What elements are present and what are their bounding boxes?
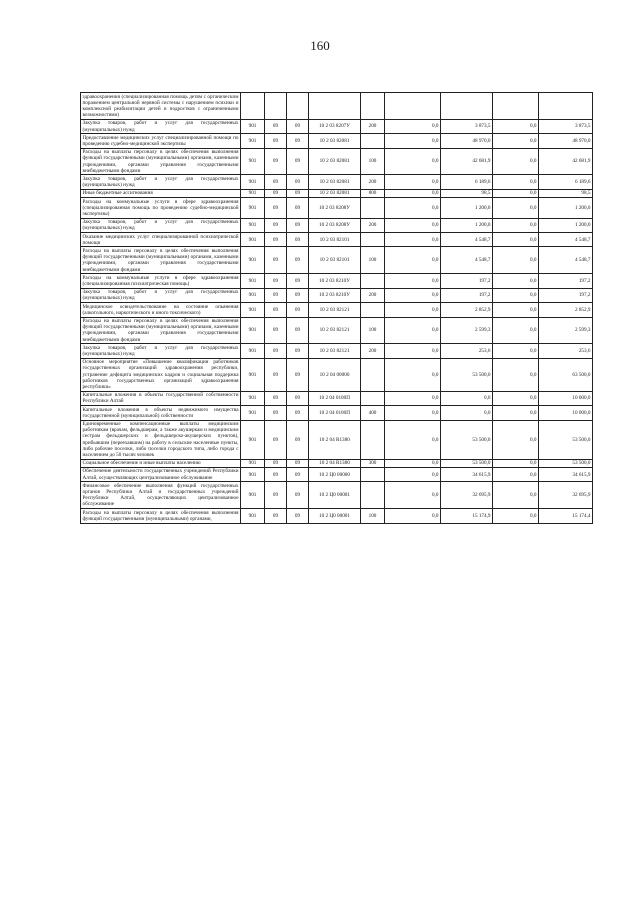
subsection-code: 09 xyxy=(287,317,309,344)
amount-4: 98,5 xyxy=(539,189,593,197)
ved-code: 901 xyxy=(241,509,265,523)
amount-4: 10 000,0 xyxy=(539,406,593,420)
item-name: здравоохранения (специализированная помощь детям с органическим поражением центральной нервной системы с нарушением психики и комплексной реабилитации детей и подростков с ограниченными возможностями) xyxy=(82,93,239,119)
ved-code: 901 xyxy=(241,406,265,420)
subsection-code: 09 xyxy=(287,467,309,481)
item-name: Финансовое обеспечение выполнения функций государственных органов Республики Алтай и государственных учреждений Республики Алтай, осуществляющих централизованное обслуживание xyxy=(82,482,239,508)
item-name: Закупка товаров, работ и услуг для государственных (муниципальных) нужд xyxy=(82,175,239,189)
subsection-code: 09 xyxy=(287,391,309,405)
table-row xyxy=(81,358,593,391)
ved-code: 901 xyxy=(241,148,265,175)
section-code: 09 xyxy=(265,233,287,247)
amount-3: 0,0 xyxy=(493,233,539,247)
ved-code xyxy=(241,93,265,120)
section-code: 09 xyxy=(265,119,287,133)
amount-1: 0,0 xyxy=(385,148,441,175)
ved-code: 901 xyxy=(241,247,265,274)
expense-type-code xyxy=(361,358,385,391)
expense-type-code xyxy=(361,233,385,247)
table-row xyxy=(81,247,593,274)
amount-2: 197,2 xyxy=(441,288,493,302)
expense-type-code: 200 xyxy=(361,175,385,189)
expense-type-code xyxy=(361,303,385,317)
amount-1: 0,0 xyxy=(385,358,441,391)
subsection-code: 09 xyxy=(287,482,309,509)
budget-table xyxy=(80,92,593,524)
expense-type-code: 200 xyxy=(361,218,385,232)
item-name: Расходы на коммунальные услуги в сфере здравоохранения (специализированная помощь по проведению судебно-медицинской экспертизы) xyxy=(82,198,239,217)
ved-code: 901 xyxy=(241,467,265,481)
table-row xyxy=(81,233,593,247)
expense-type-code: 400 xyxy=(361,406,385,420)
item-name: Закупка товаров, работ и услуг для государственных (муниципальных) нужд xyxy=(82,120,239,133)
section-code: 09 xyxy=(265,134,287,148)
amount-4: 1 200,0 xyxy=(539,218,593,232)
amount-3: 0,0 xyxy=(493,198,539,219)
table-row xyxy=(81,134,593,148)
amount-3: 0,0 xyxy=(493,467,539,481)
item-name: Закупка товаров, работ и услуг для государственных (муниципальных) нужд xyxy=(82,219,239,232)
amount-4: 48 970,0 xyxy=(539,134,593,148)
section-code: 09 xyxy=(265,459,287,467)
amount-4: 4 548,7 xyxy=(539,247,593,274)
amount-3: 0,0 xyxy=(493,148,539,175)
amount-2: 2 599,3 xyxy=(441,317,493,344)
subsection-code: 09 xyxy=(287,274,309,288)
subsection-code: 09 xyxy=(287,148,309,175)
amount-3: 0,0 xyxy=(493,189,539,197)
subsection-code: 09 xyxy=(287,459,309,467)
amount-3: 0,0 xyxy=(493,482,539,509)
amount-2: 2 852,9 xyxy=(441,303,493,317)
amount-3: 0,0 xyxy=(493,119,539,133)
table-row xyxy=(81,303,593,317)
amount-3: 0,0 xyxy=(493,317,539,344)
ved-code: 901 xyxy=(241,134,265,148)
expense-type-code: 300 xyxy=(361,459,385,467)
item-name: Социальное обеспечение и иные выплаты населению xyxy=(81,459,241,467)
section-code: 09 xyxy=(265,420,287,459)
subsection-code: 09 xyxy=(287,134,309,148)
amount-1: 0,0 xyxy=(385,482,441,509)
amount-4: 32 695,9 xyxy=(539,482,593,509)
table-row xyxy=(81,344,593,358)
subsection-code: 09 xyxy=(287,189,309,197)
amount-2: 53 500,0 xyxy=(441,459,493,467)
expense-type-code: 100 xyxy=(361,509,385,523)
subsection-code: 09 xyxy=(287,198,309,219)
section-code: 09 xyxy=(265,317,287,344)
expense-type-code xyxy=(361,482,385,509)
item-name: Расходы на выплаты персоналу в целях обеспечения выполнения функций государственными (муниципальными) органами, казенными учреждениями, органами управления государственными внебюджетными фондами xyxy=(82,247,239,273)
ved-code: 901 xyxy=(241,344,265,358)
expense-type-code xyxy=(361,198,385,219)
ved-code: 901 xyxy=(241,198,265,219)
subsection-code: 09 xyxy=(287,420,309,459)
target-article-code: 10 2 04 R1380 xyxy=(309,459,361,467)
expense-type-code: 100 xyxy=(361,317,385,344)
ved-code: 901 xyxy=(241,482,265,509)
amount-1: 0,0 xyxy=(385,459,441,467)
amount-2: 1 200,0 xyxy=(441,218,493,232)
amount-2: 4 548,7 xyxy=(441,247,493,274)
amount-3: 0,0 xyxy=(493,420,539,459)
item-name: Расходы на выплаты персоналу в целях обеспечения выполнения функций государственными (муниципальными) органами, xyxy=(82,509,239,522)
target-article-code: 10 2 03 8210У xyxy=(309,288,361,302)
table-row xyxy=(81,391,593,405)
amount-4 xyxy=(539,93,593,120)
amount-3 xyxy=(493,93,539,120)
amount-2: 34 615,9 xyxy=(441,467,493,481)
amount-1: 0,0 xyxy=(385,391,441,405)
page-number: 160 xyxy=(310,38,330,53)
amount-3: 0,0 xyxy=(493,344,539,358)
expense-type-code: 800 xyxy=(361,189,385,197)
amount-2: 42 681,9 xyxy=(441,148,493,175)
ved-code: 901 xyxy=(241,175,265,189)
amount-1: 0,0 xyxy=(385,233,441,247)
amount-1: 0,0 xyxy=(385,218,441,232)
amount-4: 197,2 xyxy=(539,274,593,288)
subsection-code: 09 xyxy=(287,303,309,317)
subsection-code: 09 xyxy=(287,509,309,523)
amount-2: 98,5 xyxy=(441,189,493,197)
expense-type-code: 200 xyxy=(361,119,385,133)
section-code: 09 xyxy=(265,482,287,509)
target-article-code: 10 2 03 82081 xyxy=(309,175,361,189)
target-article-code: 10 2 03 82121 xyxy=(309,344,361,358)
section-code: 09 xyxy=(265,358,287,391)
section-code: 09 xyxy=(265,303,287,317)
budget-table-body xyxy=(81,93,593,524)
subsection-code: 09 xyxy=(287,288,309,302)
item-name: Предоставление медицинских услуг специализированной помощи по проведению судебно-медицинской экспертизы xyxy=(82,134,239,147)
item-name: Закупка товаров, работ и услуг для государственных (муниципальных) нужд xyxy=(82,344,239,358)
expense-type-code: 100 xyxy=(361,247,385,274)
amount-2: 48 970,0 xyxy=(441,134,493,148)
table-row xyxy=(81,420,593,459)
amount-3: 0,0 xyxy=(493,391,539,405)
table-row xyxy=(81,467,593,481)
target-article-code: 10 2 Ц0 00000 xyxy=(309,467,361,481)
amount-4: 53 500,0 xyxy=(539,420,593,459)
subsection-code: 09 xyxy=(287,406,309,420)
amount-1: 0,0 xyxy=(385,189,441,197)
ved-code: 901 xyxy=(241,358,265,391)
amount-1: 0,0 xyxy=(385,509,441,523)
table-row xyxy=(81,509,593,523)
target-article-code: 10 2 03 8208У xyxy=(309,198,361,219)
section-code: 09 xyxy=(265,218,287,232)
expense-type-code xyxy=(361,420,385,459)
expense-type-code: 200 xyxy=(361,344,385,358)
amount-4: 42 681,9 xyxy=(539,148,593,175)
amount-4: 2 599,3 xyxy=(539,317,593,344)
amount-3: 0,0 xyxy=(493,509,539,523)
amount-2: 197,2 xyxy=(441,274,493,288)
table-row xyxy=(81,317,593,344)
target-article-code: 10 2 03 82121 xyxy=(309,317,361,344)
item-name: Капитальные вложения в объекты недвижимого имущества государственной (муниципальной) собственности xyxy=(82,406,239,419)
item-name: Иные бюджетные ассигнования xyxy=(81,189,241,197)
subsection-code: 09 xyxy=(287,358,309,391)
amount-4: 197,2 xyxy=(539,288,593,302)
amount-2: 0,0 xyxy=(441,391,493,405)
target-article-code: 10 2 04 R1380 xyxy=(309,420,361,459)
section-code: 09 xyxy=(265,467,287,481)
amount-3: 0,0 xyxy=(493,406,539,420)
subsection-code: 09 xyxy=(287,233,309,247)
item-name: Закупка товаров, работ и услуг для государственных (муниципальных) нужд xyxy=(82,289,239,302)
target-article-code: 10 2 04 0100П xyxy=(309,406,361,420)
amount-1: 0,0 xyxy=(385,344,441,358)
amount-2: 4 548,7 xyxy=(441,233,493,247)
amount-2: 53 500,0 xyxy=(441,420,493,459)
amount-3: 0,0 xyxy=(493,303,539,317)
amount-4: 1 200,0 xyxy=(539,198,593,219)
subsection-code: 09 xyxy=(287,119,309,133)
target-article-code xyxy=(309,93,361,120)
target-article-code: 10 2 03 82081 xyxy=(309,189,361,197)
ved-code: 901 xyxy=(241,218,265,232)
item-name: Оказание медицинских услуг специализированной психиатрической помощи xyxy=(82,233,239,246)
target-article-code: 10 2 03 8208У xyxy=(309,218,361,232)
ved-code: 901 xyxy=(241,288,265,302)
amount-3: 0,0 xyxy=(493,274,539,288)
expense-type-code: 200 xyxy=(361,288,385,302)
amount-3: 0,0 xyxy=(493,247,539,274)
ved-code: 901 xyxy=(241,274,265,288)
target-article-code: 10 2 04 0100П xyxy=(309,391,361,405)
amount-1: 0,0 xyxy=(385,119,441,133)
expense-type-code xyxy=(361,134,385,148)
amount-2: 1 200,0 xyxy=(441,198,493,219)
table-row xyxy=(81,459,593,467)
item-name: Расходы на выплаты персоналу в целях обеспечения выполнения функций государственными (муниципальными) органами, казенными учреждениями, органами управления государственными внебюджетными фондами xyxy=(82,318,239,343)
target-article-code: 10 2 03 82081 xyxy=(309,134,361,148)
amount-4: 253,6 xyxy=(539,344,593,358)
section-code xyxy=(265,93,287,120)
table-row xyxy=(81,482,593,509)
target-article-code: 10 2 03 82081 xyxy=(309,148,361,175)
amount-2: 253,6 xyxy=(441,344,493,358)
amount-2: 53 500,0 xyxy=(441,358,493,391)
table-row xyxy=(81,189,593,197)
amount-4: 4 548,7 xyxy=(539,233,593,247)
section-code: 09 xyxy=(265,509,287,523)
ved-code: 901 xyxy=(241,303,265,317)
section-code: 09 xyxy=(265,406,287,420)
table-row xyxy=(81,406,593,420)
table-row xyxy=(81,198,593,219)
amount-1: 0,0 xyxy=(385,420,441,459)
table-row xyxy=(81,218,593,232)
amount-2: 3 873,5 xyxy=(441,119,493,133)
amount-2 xyxy=(441,93,493,120)
table-row xyxy=(81,274,593,288)
amount-3: 0,0 xyxy=(493,175,539,189)
ved-code: 901 xyxy=(241,391,265,405)
amount-4: 63 500,0 xyxy=(539,358,593,391)
ved-code: 901 xyxy=(241,459,265,467)
item-name: Основное мероприятие «Повышение квалификации работников государственных организаций здравоохранения республики, устранение дефицита медицинских кадров и социальная поддержка работников государственных организаций здравоохранения республики» xyxy=(82,359,239,391)
amount-1: 0,0 xyxy=(385,175,441,189)
amount-4: 10 000,0 xyxy=(539,391,593,405)
target-article-code: 10 2 Ц0 00001 xyxy=(309,482,361,509)
amount-1: 0,0 xyxy=(385,406,441,420)
amount-3: 0,0 xyxy=(493,134,539,148)
target-article-code: 10 2 Ц0 00001 xyxy=(309,509,361,523)
amount-4: 3 873,5 xyxy=(539,119,593,133)
section-code: 09 xyxy=(265,247,287,274)
expense-type-code xyxy=(361,93,385,120)
amount-2: 32 695,9 xyxy=(441,482,493,509)
subsection-code xyxy=(287,93,309,120)
amount-2: 15 174,9 xyxy=(441,509,493,523)
amount-4: 53 500,0 xyxy=(539,459,593,467)
target-article-code: 10 2 04 00000 xyxy=(309,358,361,391)
item-name: Расходы на коммунальные услуги в сфере здравоохранения (специализированная психиатрическая помощь) xyxy=(82,274,239,287)
amount-2: 0,0 xyxy=(441,406,493,420)
amount-1: 0,0 xyxy=(385,317,441,344)
item-name: Медицинское освидетельствование на состояние опьянения (алкогольного, наркотического и иного токсического) xyxy=(82,303,239,316)
target-article-code: 10 2 03 8207У xyxy=(309,119,361,133)
expense-type-code xyxy=(361,467,385,481)
amount-3: 0,0 xyxy=(493,358,539,391)
amount-4: 2 852,9 xyxy=(539,303,593,317)
amount-2: 6 189,6 xyxy=(441,175,493,189)
ved-code: 901 xyxy=(241,420,265,459)
item-name: Капитальные вложения в объекты государственной собственности Республики Алтай xyxy=(82,392,239,405)
table-row xyxy=(81,119,593,133)
table-row xyxy=(81,175,593,189)
section-code: 09 xyxy=(265,148,287,175)
target-article-code: 10 2 03 8210У xyxy=(309,274,361,288)
expense-type-code xyxy=(361,391,385,405)
amount-3: 0,0 xyxy=(493,459,539,467)
amount-4: 6 189,6 xyxy=(539,175,593,189)
section-code: 09 xyxy=(265,274,287,288)
section-code: 09 xyxy=(265,344,287,358)
ved-code: 901 xyxy=(241,189,265,197)
section-code: 09 xyxy=(265,189,287,197)
amount-1: 0,0 xyxy=(385,274,441,288)
amount-1: 0,0 xyxy=(385,288,441,302)
item-name: Единовременные компенсационные выплаты медицинским работникам (врачам, фельдшерам, а также акушеркам и медицинским сестрам фельдшерских и фельдшерско-акушерских пунктов), прибывшим (переехавшим) на работу в сельские населенные пункты, либо рабочие поселки, либо поселки городского типа, либо города с населением до 50 тысяч человек xyxy=(82,421,239,459)
subsection-code: 09 xyxy=(287,344,309,358)
target-article-code: 10 2 03 82101 xyxy=(309,233,361,247)
expense-type-code: 100 xyxy=(361,148,385,175)
amount-1: 0,0 xyxy=(385,247,441,274)
amount-4: 15 174,4 xyxy=(539,509,593,523)
target-article-code: 10 2 03 82101 xyxy=(309,247,361,274)
table-row xyxy=(81,288,593,302)
subsection-code: 09 xyxy=(287,218,309,232)
section-code: 09 xyxy=(265,288,287,302)
amount-1: 0,0 xyxy=(385,198,441,219)
ved-code: 901 xyxy=(241,119,265,133)
ved-code: 901 xyxy=(241,233,265,247)
expense-type-code xyxy=(361,274,385,288)
amount-1: 0,0 xyxy=(385,134,441,148)
table-row xyxy=(81,93,593,120)
item-name: Обеспечение деятельности государственных учреждений Республики Алтай, осуществляющих централизованное обслуживание xyxy=(82,468,239,481)
item-name: Расходы на выплаты персоналу в целях обеспечения выполнения функций государственными (муниципальными) органами, казенными учреждениями, органами управления государственными внебюджетными фондами xyxy=(82,149,239,174)
amount-1 xyxy=(385,93,441,120)
table-row xyxy=(81,148,593,175)
ved-code: 901 xyxy=(241,317,265,344)
amount-4: 34 615,9 xyxy=(539,467,593,481)
subsection-code: 09 xyxy=(287,175,309,189)
section-code: 09 xyxy=(265,391,287,405)
subsection-code: 09 xyxy=(287,247,309,274)
amount-3: 0,0 xyxy=(493,288,539,302)
target-article-code: 10 2 03 82121 xyxy=(309,303,361,317)
section-code: 09 xyxy=(265,175,287,189)
amount-1: 0,0 xyxy=(385,467,441,481)
amount-1: 0,0 xyxy=(385,303,441,317)
amount-3: 0,0 xyxy=(493,218,539,232)
section-code: 09 xyxy=(265,198,287,219)
